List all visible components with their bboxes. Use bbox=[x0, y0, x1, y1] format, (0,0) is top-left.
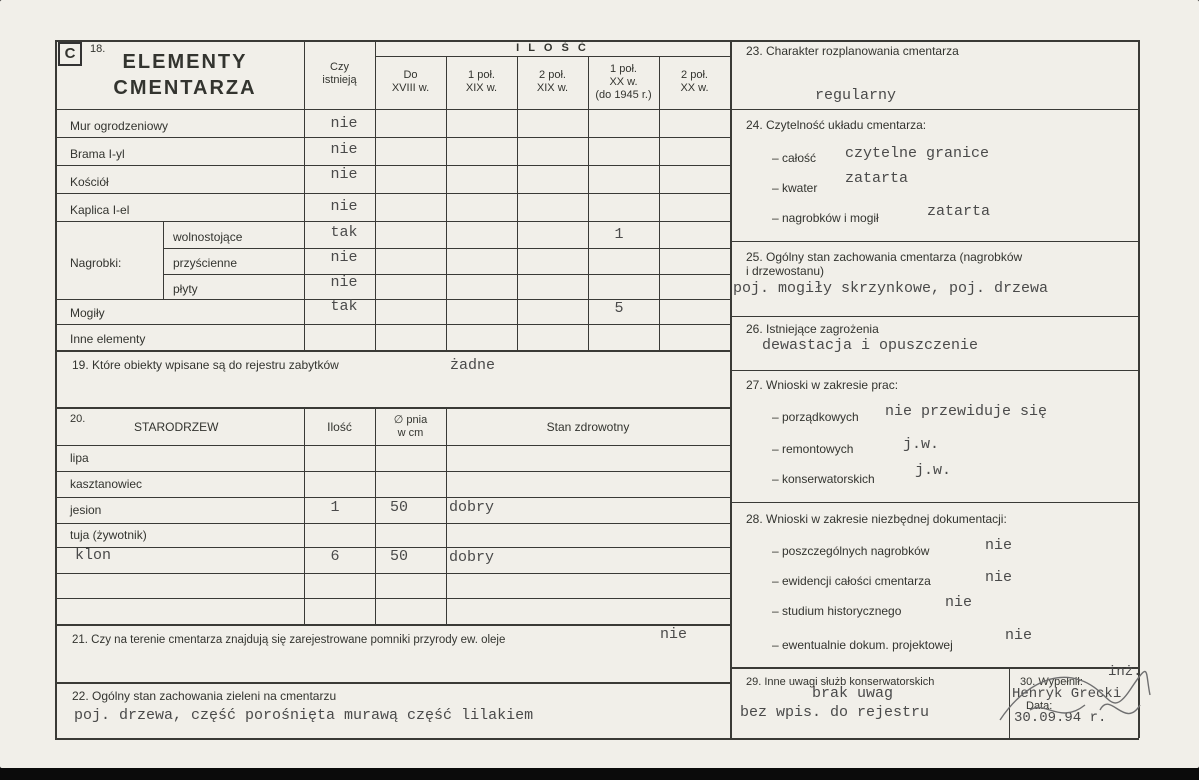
section-19-value: żadne bbox=[450, 357, 496, 374]
s24-item-value: zatarta bbox=[927, 203, 991, 220]
row-label: przyścienne bbox=[173, 256, 238, 270]
section-26-label: 26. Istniejące zagrożenia bbox=[746, 322, 879, 336]
tree-name: klon bbox=[75, 547, 112, 564]
czy-value: tak bbox=[330, 224, 358, 241]
s24-item-label: – całość bbox=[772, 151, 817, 165]
section-22-label: 22. Ogólny stan zachowania zieleni na cmentarzu bbox=[72, 689, 337, 703]
s27-item-value: j.w. bbox=[903, 436, 940, 453]
nagrobki-label: Nagrobki: bbox=[70, 256, 122, 270]
section-18-title-2: CMENTARZA bbox=[113, 77, 257, 99]
czy-value: tak bbox=[330, 298, 358, 315]
section-21-label: 21. Czy na terenie cmentarza znajdują się zarejestrowane pomniki przyrody ew. oleje bbox=[72, 634, 506, 646]
s28-item-value: nie bbox=[985, 537, 1013, 554]
filler-name: Henryk Grecki bbox=[1012, 686, 1122, 702]
filler-date: 30.09.94 r. bbox=[1014, 710, 1107, 726]
period-header: 2 poł. XX w. bbox=[680, 69, 709, 94]
col-ilosc: I L O Ś Ć bbox=[516, 42, 589, 54]
section-21-value: nie bbox=[660, 626, 688, 643]
section-26-value: dewastacja i opuszczenie bbox=[762, 337, 979, 354]
s24-item-label: – nagrobków i mogił bbox=[772, 211, 879, 225]
section-20-title: STARODRZEW bbox=[134, 420, 219, 434]
s28-item-value: nie bbox=[1005, 627, 1033, 644]
section-23-value: regularny bbox=[815, 87, 897, 104]
section-29-label: 29. Inne uwagi służb konserwatorskich bbox=[746, 676, 935, 688]
s27-item-value: j.w. bbox=[915, 462, 952, 479]
s24-item-value: zatarta bbox=[845, 170, 909, 187]
s28-item-label: – studium historycznego bbox=[772, 604, 902, 618]
tree-ilosc: 6 bbox=[330, 548, 340, 565]
czy-value: nie bbox=[330, 141, 358, 158]
section-19-label: 19. Które obiekty wpisane są do rejestru zabytków bbox=[72, 358, 339, 372]
row-label: Inne elementy bbox=[70, 332, 146, 346]
section-27-label: 27. Wnioski w zakresie prac: bbox=[746, 378, 899, 392]
row-label: wolnostojące bbox=[173, 230, 243, 244]
count-value: 5 bbox=[614, 300, 624, 317]
section-30-label: 30. Wypełnił: bbox=[1020, 676, 1083, 688]
section-28-label: 28. Wnioski w zakresie niezbędnej dokumentacji: bbox=[746, 512, 1007, 526]
czy-value: nie bbox=[330, 115, 358, 132]
section-29-value-2: bez wpis. do rejestru bbox=[740, 704, 930, 721]
section-22-value: poj. drzewa, część porośnięta murawą część lilakiem bbox=[74, 707, 534, 724]
czy-value: nie bbox=[330, 166, 358, 183]
section-18-number: 18. bbox=[90, 43, 106, 55]
czy-value: nie bbox=[330, 198, 358, 215]
s28-item-label: – ewidencji całości cmentarza bbox=[772, 574, 931, 588]
tree-name: kasztanowiec bbox=[70, 477, 143, 491]
s24-item-label: – kwater bbox=[772, 181, 818, 195]
s24-item-value: czytelne granice bbox=[845, 145, 990, 162]
s28-item-value: nie bbox=[985, 569, 1013, 586]
handwritten-signature bbox=[990, 650, 1160, 740]
period-header: 1 poł. XX w. (do 1945 r.) bbox=[595, 63, 652, 101]
section-25-value: poj. mogiły skrzynkowe, poj. drzewa bbox=[733, 280, 1049, 297]
czy-value: nie bbox=[330, 274, 358, 291]
tree-pien: 50 bbox=[389, 548, 408, 565]
col-ilosc-trees: Ilość bbox=[327, 420, 352, 434]
row-label: Kaplica I-el bbox=[70, 203, 130, 217]
date-label: Data: bbox=[1026, 700, 1053, 712]
s27-item-label: – porządkowych bbox=[772, 410, 859, 424]
col-pnia: ∅ pnia w cm bbox=[393, 414, 428, 439]
col-stan-zdrowotny: Stan zdrowotny bbox=[546, 420, 630, 434]
count-value: 1 bbox=[614, 226, 624, 243]
period-header: Do XVIII w. bbox=[391, 69, 430, 94]
row-label: Mur ogrodzeniowy bbox=[70, 119, 169, 133]
tree-pien: 50 bbox=[389, 499, 408, 516]
s27-item-label: – remontowych bbox=[772, 442, 854, 456]
period-header: 2 poł. XIX w. bbox=[536, 69, 569, 94]
filler-title: inż. bbox=[1108, 664, 1142, 680]
section-24-label: 24. Czytelność układu cmentarza: bbox=[746, 118, 927, 132]
corner-letter: C bbox=[58, 42, 82, 66]
section-20-number: 20. bbox=[70, 413, 86, 425]
col-czy-istnieja: Czy istnieją bbox=[322, 61, 357, 86]
section-29-value-1: brak uwag bbox=[812, 685, 894, 702]
tree-stan: dobry bbox=[449, 549, 495, 566]
row-label: Brama I-yl bbox=[70, 147, 125, 161]
tree-stan: dobry bbox=[449, 499, 495, 516]
s28-item-label: – ewentualnie dokum. projektowej bbox=[772, 638, 953, 652]
tree-name: lipa bbox=[70, 451, 89, 465]
section-25-label: 25. Ogólny stan zachowania cmentarza (nagrobków i drzewostanu) bbox=[746, 250, 1023, 278]
tree-ilosc: 1 bbox=[330, 499, 340, 516]
s28-item-value: nie bbox=[945, 594, 973, 611]
czy-value: nie bbox=[330, 249, 358, 266]
tree-name: tuja (żywotnik) bbox=[70, 528, 147, 542]
s27-item-value: nie przewiduje się bbox=[885, 403, 1048, 420]
row-label: płyty bbox=[173, 282, 198, 296]
s27-item-label: – konserwatorskich bbox=[772, 472, 875, 486]
section-23-label: 23. Charakter rozplanowania cmentarza bbox=[746, 44, 959, 58]
row-label: Kościół bbox=[70, 175, 109, 189]
section-18-title-1: ELEMENTY bbox=[122, 51, 248, 73]
s28-item-label: – poszczególnych nagrobków bbox=[772, 544, 930, 558]
row-label: Mogiły bbox=[70, 306, 105, 320]
period-header: 1 poł. XIX w. bbox=[465, 69, 498, 94]
tree-name: jesion bbox=[70, 503, 102, 517]
